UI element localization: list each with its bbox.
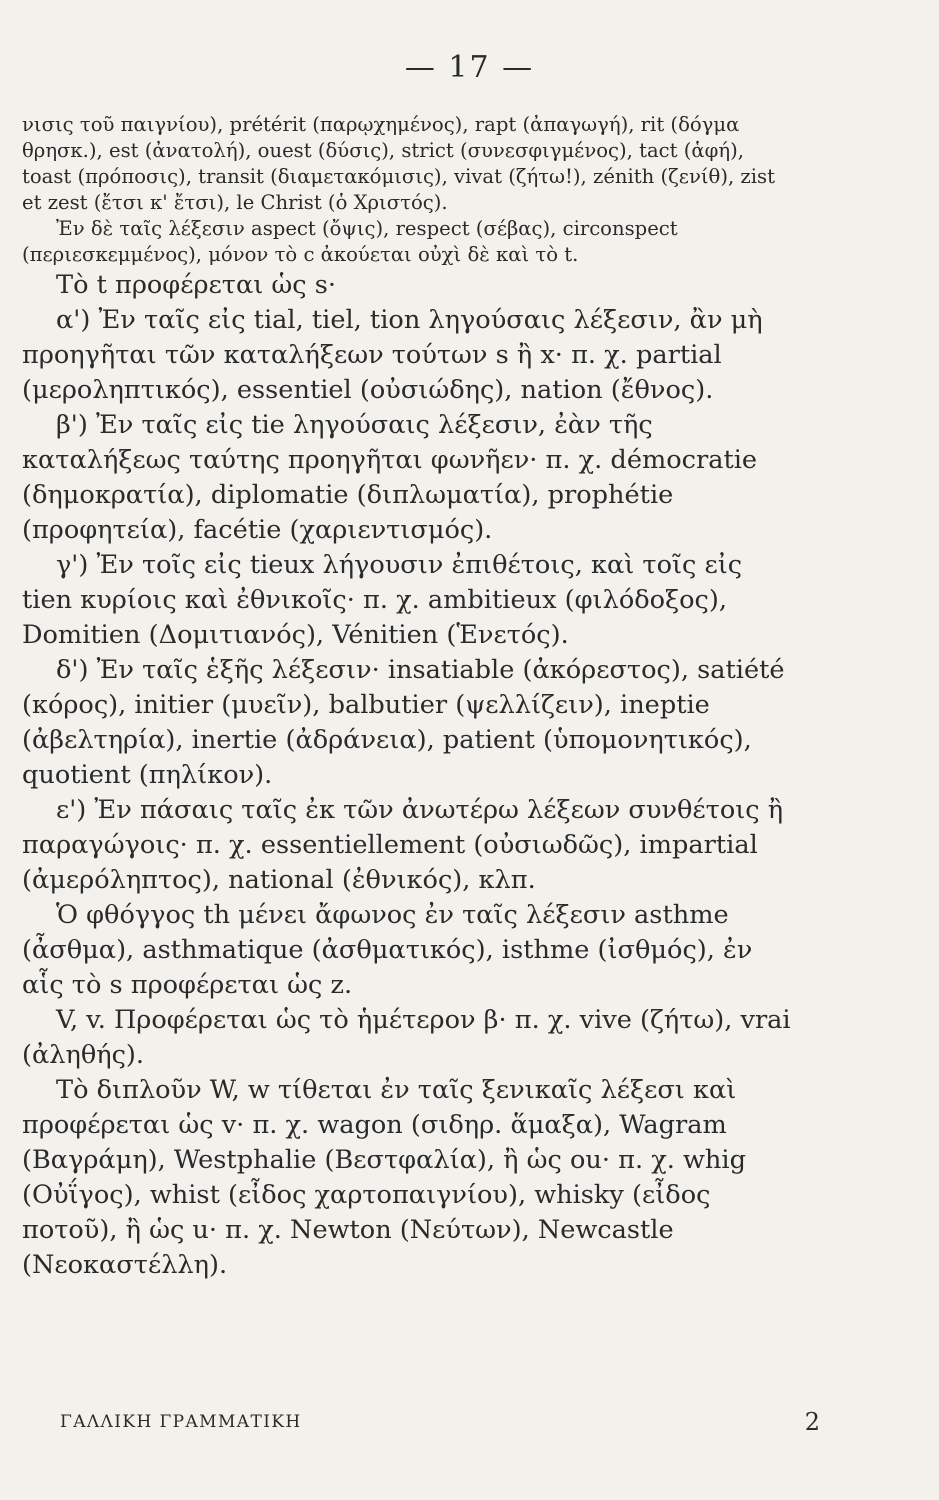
page-body (22, 112, 797, 1283)
paragraph: Τὸ διπλοῦν W, w τίθεται ἐν ταῖς ξενικαῖς λέξεσι καὶ προφέρεται ὡς v· π. χ. wagon (σιδηρ. ἅμαξα), Wagram (Βαγράμη), Westphalie (Βεστφαλία), ἢ ὡς ou· π. χ. whig (Οὐΐγος), whist (εἶδος χαρτοπαιγνίου), whisky (εἶδος ποτοῦ), ἢ ὡς u· π. χ. Newton (Νεύτων), Newcastle (Νεοκαστέλλη). (22, 1075, 746, 1280)
paragraph: Τὸ t προφέρεται ὡς s· (56, 270, 337, 300)
page-footer (60, 1408, 820, 1436)
signature-mark: 2 (804, 1408, 820, 1436)
running-title: ΓΑΛΛΙΚΗ ΓΡΑΜΜΑΤΙΚΗ (60, 1412, 302, 1432)
paragraph: νισις τοῦ παιγνίου), prétérit (παρῳχημένος), rapt (ἀπαγωγή), rit (δόγμα θρησκ.), est (ἀνατολή), ouest (δύσις), strict (συνεσφιγμένος), tact (ἁφή), toast (πρόποσις), transit (διαμετακόμισις), vivat (ζήτω!), zénith (ζενίθ), zist et zest (ἔτσι κ' ἔτσι), le Christ (ὁ Χριστός). (22, 113, 775, 214)
paragraph: Ἐν δὲ ταῖς λέξεσιν aspect (ὄψις), respect (σέβας), circonspect (περιεσκεμμένος), μόνον τὸ c ἀκούεται οὐχὶ δὲ καὶ τὸ t. (22, 217, 678, 266)
paragraph: α') Ἐν ταῖς εἰς tial, tiel, tion ληγούσαις λέξεσιν, ἂν μὴ προηγῆται τῶν καταλήξεων τούτων s ἢ x· π. χ. partial (μερoληπτικός), essentiel (οὐσιώδης), nation (ἔθνος). (22, 305, 763, 405)
paragraph: β') Ἐν ταῖς εἰς tie ληγούσαις λέξεσιν, ἐὰν τῆς καταλήξεως ταύτης προηγῆται φωνῆεν· π. χ. démocratie (δημοκρατία), diplomatie (διπλωματία), prophétie (προφητεία), facétie (χαριεντισμός). (22, 410, 758, 545)
paragraph: γ') Ἐν τοῖς εἰς tieux λήγουσιν ἐπιθέτοις, καὶ τοῖς εἰς tien κυρίοις καὶ ἐθνικοῖς· π. χ. ambitieux (φιλόδοξος), Domitien (Δομιτιανός), Vénitien (Ἑνετός). (22, 550, 743, 650)
paragraph: V, v. Προφέρεται ὡς τὸ ἡμέτερον β· π. χ. vive (ζήτω), vrai (ἀληθής). (22, 1005, 791, 1070)
page-number: — 17 — (404, 50, 535, 85)
paragraph: δ') Ἐν ταῖς ἑξῆς λέξεσιν· insatiable (ἀκόρεστος), satiété (κόρος), initier (μυεῖν), balbutier (ψελλίζειν), ineptie (ἀβελτηρία), inertie (ἀδράνεια), patient (ὑπομονητικός), quotient (πηλίκον). (22, 655, 785, 790)
paragraph: ε') Ἐν πάσαις ταῖς ἐκ τῶν ἀνωτέρω λέξεων συνθέτοις ἢ παραγώγοις· π. χ. essentiellement (οὐσιωδῶς), impartial (ἀμερόληπτος), national (ἐθνικός), κλπ. (22, 795, 784, 895)
paragraph: Ὁ φθόγγος th μένει ἄφωνος ἐν ταῖς λέξεσιν asthme (ἆσθμα), asthmatique (ἀσθματικός), isthme (ἰσθμός), ἐν αἷς τὸ s προφέρεται ὡς z. (22, 900, 753, 1000)
